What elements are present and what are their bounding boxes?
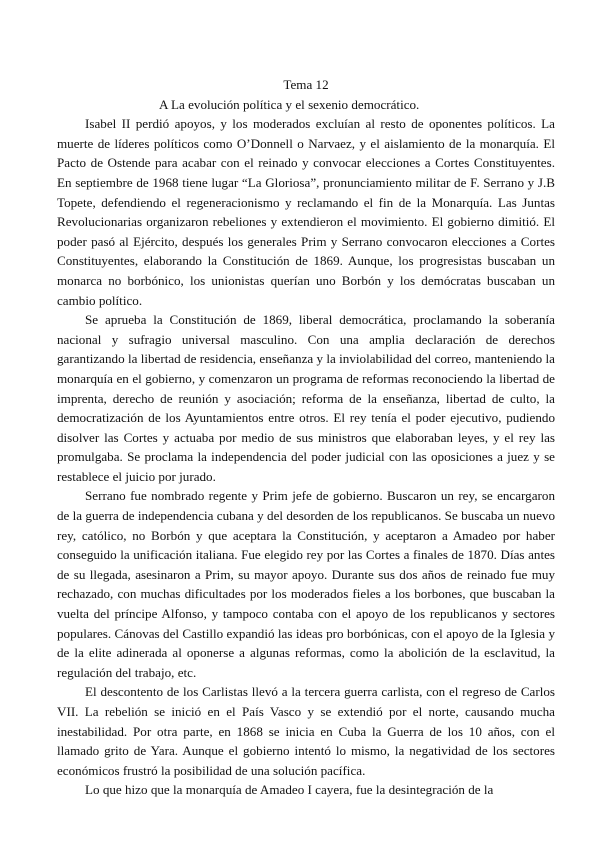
paragraph-1: Isabel II perdió apoyos, y los moderados excluían al resto de oponentes políticos. La muerte de líderes políticos como O’Donnell o Narvaez, y el aislamiento de la monarquía. El Pacto de Ostende para acabar con el reinado y convocar elecciones a Cortes Constituyentes. En septiembre de 1968 tiene lugar “La Gloriosa”, pronunciamiento militar de F. Serrano y J.B Topete, defendiendo el regeneracionismo y reclamando el fin de la Monarquía. Las Juntas Revolucionarias organizaron rebeliones y extendieron el movimiento. El gobierno dimitió. El poder pasó al Ejército, después los generales Prim y Serrano convocaron elecciones a Cortes Constituyentes, elaborando la Constitución de 1869. Aunque, los progresistas buscaban un monarca no borbónico, los unionistas querían uno Borbón y los demócratas buscaban un cambio político. <box>57 116 555 308</box>
paragraph-4: El descontento de los Carlistas llevó a la tercera guerra carlista, con el regreso de Carlos VII. La rebelión se inició en el País Vasco y se extendió por el norte, causando mucha inestabilidad. Por otra parte, en 1868 se inicia en Cuba la Guerra de los 10 años, con el llamado grito de Yara. Aunque el gobierno intentó lo mismo, la negatividad de los sectores económicos frustró la posibilidad de una solución pacífica. <box>57 684 555 778</box>
paragraph-5: Lo que hizo que la monarquía de Amadeo I cayera, fue la desintegración de la <box>85 782 494 798</box>
document-title: Tema 12 <box>283 77 329 92</box>
section-subtitle: A La evolución política y el sexenio democrático. <box>159 96 420 112</box>
paragraph-2: Se aprueba la Constitución de 1869, liberal democrática, proclamando la soberanía nacional y sufragio universal masculino. Con una amplia declaración de derechos garantizando la libertad de residencia, enseñanza y la inviolabilidad del correo, manteniendo la monarquía en el gobierno, y comenzaron un programa de reformas reconociendo la libertad de imprenta, derecho de reunión y asociación; reforma de la enseñanza, libertad de culto, la democratización de los Ayuntamientos entre otros. El rey tenía el poder ejecutivo, pudiendo disolver las Cortes y actuaba por medio de sus ministros que elaboraban leyes, y el rey las promulgaba. Se proclama la independencia del poder judicial con las oposiciones a juez y se restablece el juicio por jurado. <box>57 312 555 484</box>
paragraph-3: Serrano fue nombrado regente y Prim jefe de gobierno. Buscaron un rey, se encargaron de la guerra de independencia cubana y del desorden de los republicanos. Se buscaba un nuevo rey, católico, no Borbón y que aceptara la Constitución, y aceptaron a Amadeo por haber conseguido la unificación italiana. Fue elegido rey por las Cortes a finales de 1870. Días antes de su llegada, asesinaron a Prim, su mayor apoyo. Durante sus dos años de reinado fue muy rechazado, con muchas dificultades por los moderados fieles a los borbones, que buscaban la vuelta del príncipe Alfonso, y tampoco contaba con el apoyo de los republicanos y sectores populares. Cánovas del Castillo expandió las ideas pro borbónicas, con el apoyo de la Iglesia y de la elite adinerada al oponerse a algunas reformas, como la abolición de la esclavitud, la regulación del trabajo, etc. <box>57 488 555 680</box>
document-page <box>57 75 555 800</box>
